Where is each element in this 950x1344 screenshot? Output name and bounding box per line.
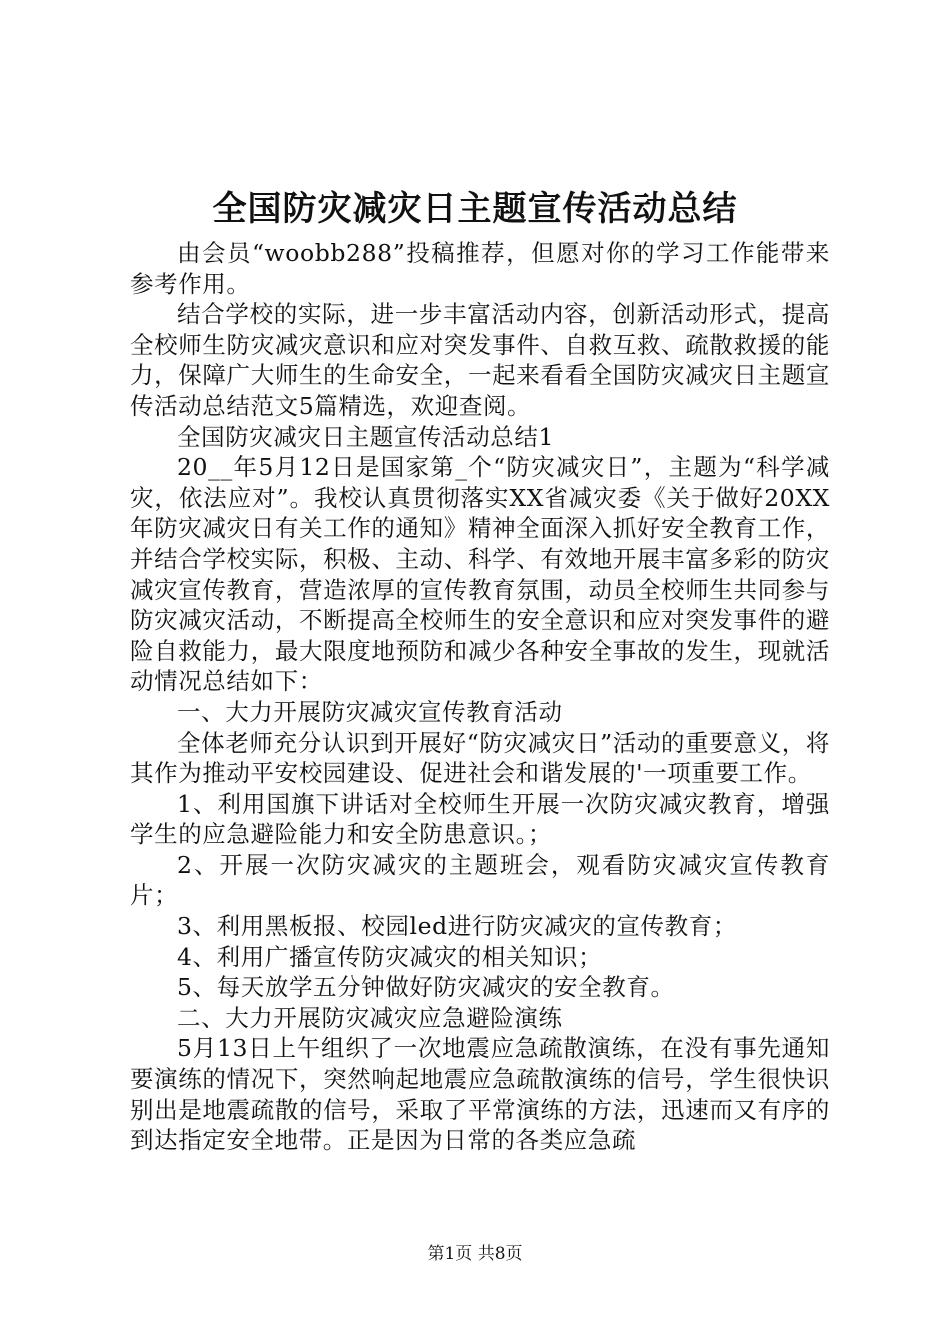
list-item: 1、利用国旗下讲话对全校师生开展一次防灾减灾教育，增强学生的应急避险能力和安全防患意识。；	[130, 789, 830, 849]
list-item: 3、利用黑板报、校园led进行防灾减灾的宣传教育；	[177, 912, 737, 941]
body-paragraph: 20__年5月12日是国家第_个“防灾减灾日”，主题为“科学减灾，依法应对”。我校认真贯彻落实XX省减灾委《关于做好20XX年防灾减灾日有关工作的通知》精神全面深入抓好安全教育工作，并结合学校实际，积极、主动、科学、有效地开展丰富多彩的防灾减灾宣传教育，营造浓厚的宣传教育氛围，动员全校师生共同参与防灾减灾活动，不断提高全校师生的安全意识和应对突发事件的避险自救能力，最大限度地预防和减少各种安全事故的发生，现就活动情况总结如下：	[130, 453, 830, 696]
list-item: 2、开展一次防灾减灾的主题班会，观看防灾减灾宣传教育片；	[130, 850, 830, 910]
summary-paragraph: 结合学校的实际，进一步丰富活动内容，创新活动形式，提高全校师生防灾减灾意识和应对突发事件、自救互救、疏散救援的能力，保障广大师生的生命安全，一起来看看全国防灾减灾日主题宣传活动总结范文5篇精选，欢迎查阅。	[130, 300, 830, 420]
list-item: 5、每天放学五分钟做好防灾减灾的安全教育。	[177, 973, 675, 1002]
document-body	[130, 238, 830, 1156]
section-heading: 二、大力开展防灾减灾应急避险演练	[177, 1003, 563, 1032]
intro-paragraph: 由会员“woobb288”投稿推荐，但愿对你的学习工作能带来参考作用。	[130, 239, 830, 298]
section-heading: 全国防灾减灾日主题宣传活动总结1	[177, 422, 555, 451]
document-title: 全国防灾减灾日主题宣传活动总结	[212, 189, 738, 229]
section-heading: 一、大力开展防灾减灾宣传教育活动	[177, 697, 563, 726]
list-item: 4、利用广播宣传防灾减灾的相关知识；	[177, 942, 603, 971]
body-paragraph: 5月13日上午组织了一次地震应急疏散演练，在没有事先通知要演练的情况下，突然响起地震应急疏散演练的信号，学生很快识别出是地震疏散的信号，采取了平常演练的方法，迅速而又有序的到达指定安全地带。正是因为日常的各类应急疏	[130, 1034, 830, 1155]
body-paragraph: 全体老师充分认识到开展好“防灾减灾日”活动的重要意义，将其作为推动平安校园建设、促进社会和谐发展的'一项重要工作。	[130, 728, 830, 788]
page-footer: 第1页 共8页	[427, 1244, 523, 1264]
